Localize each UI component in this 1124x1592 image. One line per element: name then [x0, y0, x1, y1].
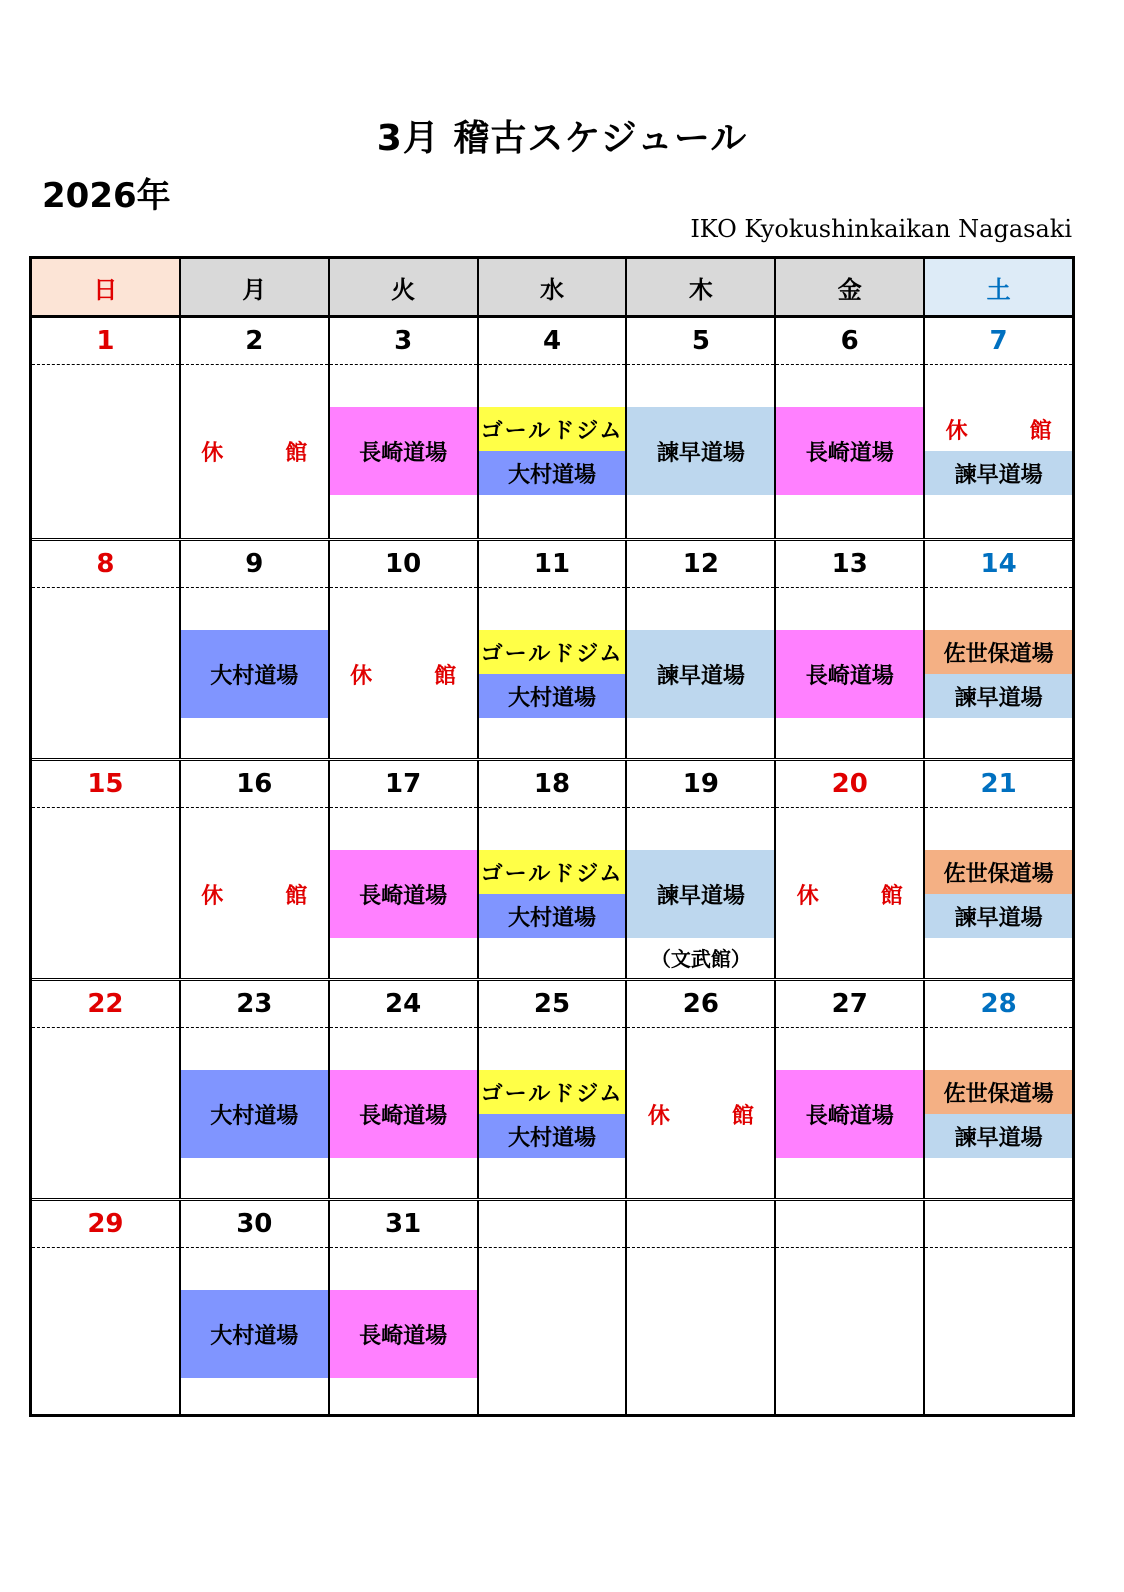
event-stack — [627, 1070, 774, 1158]
day-cell — [625, 541, 774, 758]
event-stack — [330, 850, 477, 938]
day-number: 20 — [776, 761, 923, 808]
day-number: 28 — [925, 981, 1072, 1028]
week-row — [32, 318, 1072, 538]
day-number: 24 — [330, 981, 477, 1028]
weekday-header-1: 月 — [179, 259, 328, 315]
event-stack — [627, 630, 774, 718]
day-number: 5 — [627, 318, 774, 365]
event-isahaya: 諫早道場 — [627, 630, 774, 718]
event-isahaya: 諫早道場 — [925, 451, 1072, 495]
day-cell — [774, 981, 923, 1198]
day-cell — [32, 761, 179, 978]
event-stack — [925, 630, 1072, 718]
event-nagasaki: 長崎道場 — [330, 407, 477, 495]
week-row — [32, 1198, 1072, 1414]
day-number: 23 — [181, 981, 328, 1028]
day-cell — [477, 981, 626, 1198]
calendar-grid — [29, 256, 1075, 1417]
week-row — [32, 538, 1072, 758]
day-number: 12 — [627, 541, 774, 588]
event-omura: 大村道場 — [479, 451, 626, 495]
day-number: 15 — [32, 761, 179, 808]
event-nagasaki: 長崎道場 — [776, 1070, 923, 1158]
closed-label: 休 館 — [796, 882, 923, 909]
closed-label: 休 館 — [201, 882, 328, 909]
day-cell — [328, 761, 477, 978]
day-number — [479, 1201, 626, 1248]
day-number: 16 — [181, 761, 328, 808]
event-nagasaki: 長崎道場 — [776, 630, 923, 718]
day-number: 2 — [181, 318, 328, 365]
day-number: 27 — [776, 981, 923, 1028]
day-number: 4 — [479, 318, 626, 365]
event-stack — [925, 850, 1072, 938]
day-cell — [179, 541, 328, 758]
closed-label: 休 館 — [350, 662, 477, 689]
event-sasebo: 佐世保道場 — [925, 1070, 1072, 1114]
event-omura: 大村道場 — [479, 894, 626, 938]
weekday-header-3: 水 — [477, 259, 626, 315]
organization-name: IKO Kyokushinkaikan Nagasaki — [690, 215, 1072, 243]
event-isahaya: 諫早道場 — [925, 674, 1072, 718]
event-stack — [181, 1070, 328, 1158]
event-stack — [776, 407, 923, 495]
day-number: 14 — [925, 541, 1072, 588]
day-number — [925, 1201, 1072, 1248]
weekday-header-row — [32, 259, 1072, 318]
day-cell — [179, 1201, 328, 1414]
event-stack — [776, 630, 923, 718]
day-number: 22 — [32, 981, 179, 1028]
event-stack — [925, 407, 1072, 495]
event-omura: 大村道場 — [479, 674, 626, 718]
day-number: 6 — [776, 318, 923, 365]
week-row — [32, 978, 1072, 1198]
event-stack — [479, 1070, 626, 1158]
day-number — [627, 1201, 774, 1248]
day-number: 1 — [32, 318, 179, 365]
page-title: 3月 稽古スケジュール — [376, 118, 748, 159]
day-number: 21 — [925, 761, 1072, 808]
year-label: 2026年 — [42, 176, 171, 216]
event-stack — [330, 1070, 477, 1158]
weekday-header-5: 金 — [774, 259, 923, 315]
day-number: 9 — [181, 541, 328, 588]
event-stack — [776, 1070, 923, 1158]
event-omura: 大村道場 — [181, 630, 328, 718]
day-cell — [328, 981, 477, 1198]
day-cell — [477, 1201, 626, 1414]
day-cell — [477, 318, 626, 538]
day-number: 3 — [330, 318, 477, 365]
day-number: 8 — [32, 541, 179, 588]
day-cell — [625, 761, 774, 978]
event-stack — [181, 1290, 328, 1378]
day-number: 10 — [330, 541, 477, 588]
day-cell — [774, 541, 923, 758]
event-omura: 大村道場 — [181, 1070, 328, 1158]
event-gold: ゴールドジム — [479, 850, 626, 894]
day-cell — [923, 318, 1072, 538]
venue-note: （文武館） — [650, 947, 751, 971]
day-number: 18 — [479, 761, 626, 808]
day-cell — [328, 1201, 477, 1414]
event-omura: 大村道場 — [479, 1114, 626, 1158]
event-sasebo: 佐世保道場 — [925, 630, 1072, 674]
day-cell — [32, 981, 179, 1198]
day-cell — [774, 1201, 923, 1414]
event-sasebo: 佐世保道場 — [925, 850, 1072, 894]
day-number: 29 — [32, 1201, 179, 1248]
day-number: 13 — [776, 541, 923, 588]
day-cell — [32, 1201, 179, 1414]
day-number: 25 — [479, 981, 626, 1028]
day-cell — [625, 981, 774, 1198]
event-stack — [330, 630, 477, 718]
day-cell — [923, 761, 1072, 978]
event-gold: ゴールドジム — [479, 1070, 626, 1114]
day-cell — [923, 1201, 1072, 1414]
day-cell — [625, 1201, 774, 1414]
day-cell — [179, 761, 328, 978]
event-nagasaki: 長崎道場 — [330, 1290, 477, 1378]
day-cell — [179, 318, 328, 538]
day-cell — [774, 761, 923, 978]
day-number: 7 — [925, 318, 1072, 365]
event-nagasaki: 長崎道場 — [330, 850, 477, 938]
day-cell — [625, 318, 774, 538]
day-number — [776, 1201, 923, 1248]
event-stack — [330, 1290, 477, 1378]
event-stack — [479, 630, 626, 718]
event-stack — [627, 850, 774, 938]
day-cell — [923, 981, 1072, 1198]
event-stack — [627, 407, 774, 495]
event-isahaya: 諫早道場 — [925, 1114, 1072, 1158]
day-number: 26 — [627, 981, 774, 1028]
day-cell — [923, 541, 1072, 758]
weekday-header-0: 日 — [32, 259, 179, 315]
event-stack — [181, 407, 328, 495]
event-stack — [776, 850, 923, 938]
event-omura: 大村道場 — [181, 1290, 328, 1378]
day-cell — [328, 541, 477, 758]
day-cell — [774, 318, 923, 538]
day-number: 17 — [330, 761, 477, 808]
event-gold: ゴールドジム — [479, 407, 626, 451]
closed-label: 休 館 — [201, 439, 328, 466]
event-isahaya: 諫早道場 — [627, 850, 774, 938]
event-stack — [479, 407, 626, 495]
weekday-header-6: 土 — [923, 259, 1072, 315]
event-nagasaki: 長崎道場 — [330, 1070, 477, 1158]
day-cell — [477, 541, 626, 758]
day-cell — [32, 318, 179, 538]
event-stack — [181, 630, 328, 718]
day-cell — [32, 541, 179, 758]
day-number: 11 — [479, 541, 626, 588]
day-number: 30 — [181, 1201, 328, 1248]
closed-label: 休 館 — [647, 1102, 774, 1129]
event-isahaya: 諫早道場 — [627, 407, 774, 495]
day-cell — [328, 318, 477, 538]
event-isahaya: 諫早道場 — [925, 894, 1072, 938]
event-gold: ゴールドジム — [479, 630, 626, 674]
weekday-header-4: 木 — [625, 259, 774, 315]
closed-label: 休 館 — [945, 417, 1072, 444]
event-stack — [479, 850, 626, 938]
event-stack — [925, 1070, 1072, 1158]
event-nagasaki: 長崎道場 — [776, 407, 923, 495]
day-number: 31 — [330, 1201, 477, 1248]
event-stack — [181, 850, 328, 938]
week-row — [32, 758, 1072, 978]
weekday-header-2: 火 — [328, 259, 477, 315]
event-stack — [330, 407, 477, 495]
day-number: 19 — [627, 761, 774, 808]
day-cell — [179, 981, 328, 1198]
day-cell — [477, 761, 626, 978]
